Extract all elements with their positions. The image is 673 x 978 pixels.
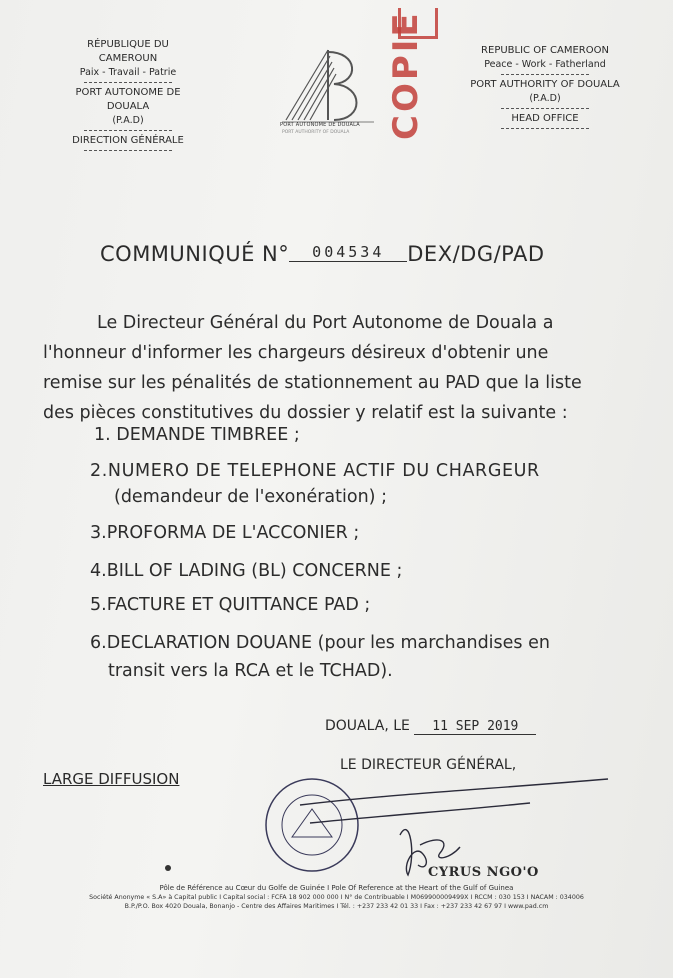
- signer-title: LE DIRECTEUR GÉNÉRAL,: [340, 757, 517, 773]
- body-line: Le Directeur Général du Port Autonome de Douala a: [97, 313, 554, 333]
- divider: [84, 82, 172, 83]
- dept-fr: DIRECTION GÉNÉRALE: [72, 135, 184, 146]
- divider: [84, 130, 172, 131]
- copie-stamp: COPIE: [386, 10, 426, 140]
- communique-title: [100, 242, 545, 266]
- header-right: [470, 44, 620, 132]
- distribution-note: LARGE DIFFUSION: [43, 770, 180, 788]
- ink-dot: [165, 865, 171, 871]
- org-en: PORT AUTHORITY OF DOUALA: [470, 79, 620, 90]
- list-item: 6.DECLARATION DOUANE (pour les marchandises en: [90, 633, 550, 653]
- motto-fr: Paix - Travail - Patrie: [79, 67, 177, 78]
- org-abbr-fr: (P.A.D): [112, 115, 144, 126]
- motto-en: Peace - Work - Fatherland: [484, 59, 606, 70]
- title-prefix: COMMUNIQUÉ N°: [100, 242, 290, 266]
- date-line: [325, 718, 536, 735]
- body-line: remise sur les pénalités de stationnement au PAD que la liste: [43, 373, 582, 393]
- divider: [501, 108, 589, 109]
- date-value: 11 SEP 2019: [414, 719, 536, 735]
- list-item: 2.NUMERO DE TELEPHONE ACTIF DU CHARGEUR: [90, 461, 540, 481]
- divider: [501, 128, 589, 129]
- list-item: 1. DEMANDE TIMBREE ;: [94, 425, 300, 445]
- header-left: [58, 38, 198, 154]
- country-fr: RÉPUBLIQUE DU CAMEROUN: [87, 39, 169, 64]
- divider: [501, 74, 589, 75]
- logo-caption-en: PORT AUTHORITY OF DOUALA: [282, 130, 350, 135]
- list-item: 5.FACTURE ET QUITTANCE PAD ;: [90, 595, 371, 615]
- divider: [84, 150, 172, 151]
- dept-en: HEAD OFFICE: [511, 113, 579, 124]
- footer-tagline: Pôle de Référence au Cœur du Golfe de Guinée I Pole Of Reference at the Heart of the Gulf of Guinea: [159, 884, 514, 892]
- org-abbr-en: (P.A.D): [529, 93, 561, 104]
- country-en: REPUBLIC OF CAMEROON: [481, 45, 609, 56]
- communique-body: [43, 308, 623, 428]
- org-fr: PORT AUTONOME DE DOUALA: [75, 87, 181, 112]
- footer-contact: B.P./P.O. Box 4020 Douala, Bonanjo - Centre des Affaires Maritimes I Tél. : +237 233 42 01 33 I Fax : +237 233 42 67 97 I www.pad.cm: [124, 903, 549, 910]
- title-suffix: DEX/DG/PAD: [407, 242, 545, 266]
- communique-number: 004534: [289, 243, 407, 262]
- logo-caption: PORT AUTONOME DE DOUALA: [280, 122, 360, 128]
- list-item-continuation: (demandeur de l'exonération) ;: [114, 487, 387, 507]
- body-line: l'honneur d'informer les chargeurs désireux d'obtenir une: [43, 343, 549, 363]
- list-item-continuation: transit vers la RCA et le TCHAD).: [108, 661, 393, 681]
- list-item: 3.PROFORMA DE L'ACCONIER ;: [90, 523, 360, 543]
- signer-name: CYRUS NGO'O: [428, 865, 539, 880]
- body-line: des pièces constitutives du dossier y relatif est la suivante :: [43, 403, 568, 423]
- date-label: DOUALA, LE: [325, 718, 410, 734]
- footer-legal: Société Anonyme « S.A» à Capital public I Capital social : FCFA 18 902 000 000 I N° de Contribuable I M069900009499X I RCCM : 030 153 I NACAM : 034006: [89, 894, 584, 901]
- footer: [0, 884, 673, 911]
- list-item: 4.BILL OF LADING (BL) CONCERNE ;: [90, 561, 403, 581]
